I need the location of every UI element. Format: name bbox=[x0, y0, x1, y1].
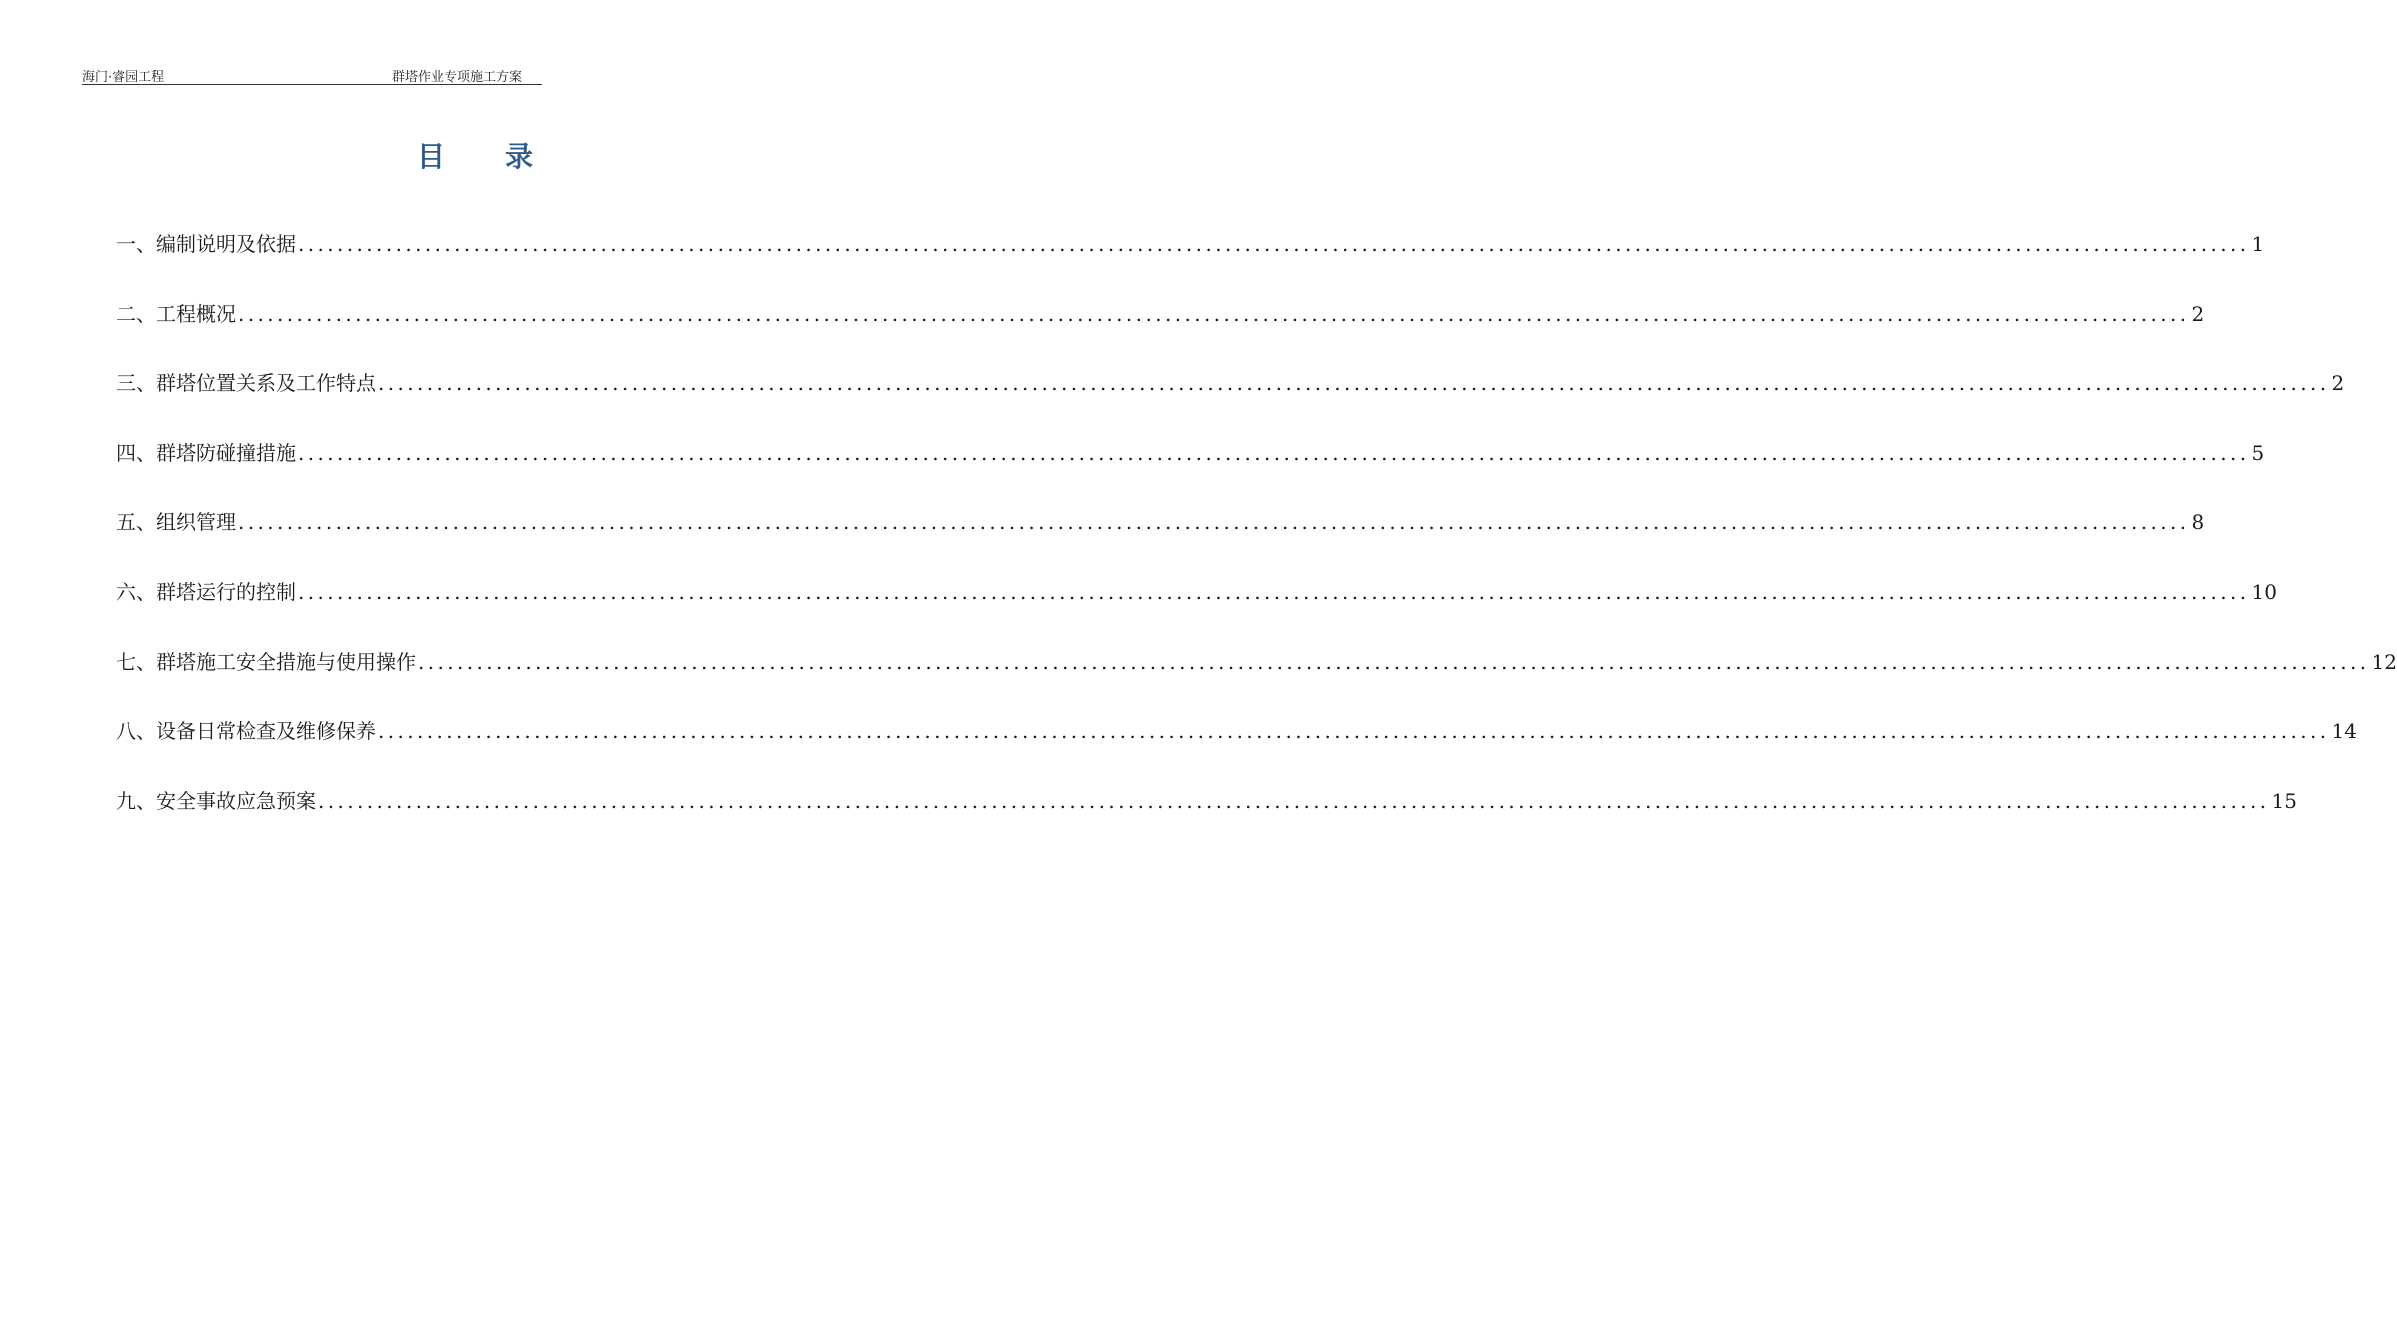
toc-entry[interactable] bbox=[116, 437, 2265, 507]
toc-entry-page: 14 bbox=[2331, 719, 2357, 744]
toc-dot-leader: ........................................................................................................................................................................................................ bbox=[298, 579, 2250, 604]
toc-dot-leader: ........................................................................................................................................................................................................ bbox=[318, 788, 2270, 813]
toc-entry-label: 二、工程概况 bbox=[116, 301, 236, 326]
toc-entry-page: 2 bbox=[2191, 301, 2205, 326]
toc-entry[interactable] bbox=[116, 715, 2357, 785]
toc-entry-page: 8 bbox=[2191, 510, 2205, 535]
toc-entry-label: 五、组织管理 bbox=[116, 510, 236, 535]
toc-entry-page: 10 bbox=[2251, 579, 2277, 604]
toc-title-char-2: 录 bbox=[505, 140, 534, 173]
toc-entry[interactable] bbox=[116, 785, 2297, 855]
header-project-name: 海门·睿园工程 bbox=[82, 70, 165, 85]
toc-entry-page: 5 bbox=[2251, 440, 2265, 465]
table-of-contents bbox=[116, 228, 2397, 854]
toc-dot-leader: ........................................................................................................................................................................................................ bbox=[238, 301, 2190, 326]
toc-entry-label: 三、群塔位置关系及工作特点 bbox=[116, 371, 376, 396]
toc-dot-leader: ........................................................................................................................................................................................................ bbox=[298, 232, 2250, 256]
toc-entry-page: 12 bbox=[2371, 649, 2397, 674]
toc-dot-leader: ........................................................................................................................................................................................................ bbox=[238, 510, 2190, 535]
toc-entry-label: 一、编制说明及依据 bbox=[116, 232, 296, 256]
toc-dot-leader: ........................................................................................................................................................................................................ bbox=[378, 371, 2330, 396]
toc-entry[interactable] bbox=[116, 367, 2345, 437]
toc-entry-label: 八、设备日常检查及维修保养 bbox=[116, 719, 376, 744]
toc-title bbox=[0, 135, 950, 175]
toc-entry[interactable] bbox=[116, 228, 2265, 298]
toc-dot-leader: ........................................................................................................................................................................................................ bbox=[298, 440, 2250, 465]
page-header bbox=[82, 64, 542, 85]
toc-dot-leader: ........................................................................................................................................................................................................ bbox=[378, 719, 2330, 744]
toc-entry[interactable] bbox=[116, 506, 2205, 576]
toc-entry-page: 2 bbox=[2331, 371, 2345, 396]
toc-entry[interactable] bbox=[116, 646, 2397, 716]
toc-entry-page: 15 bbox=[2271, 788, 2297, 813]
toc-title-char-1: 目 bbox=[416, 140, 445, 173]
toc-entry[interactable] bbox=[116, 576, 2277, 646]
toc-entry-label: 七、群塔施工安全措施与使用操作 bbox=[116, 649, 416, 674]
toc-entry-page: 1 bbox=[2251, 232, 2265, 256]
toc-entry-label: 六、群塔运行的控制 bbox=[116, 579, 296, 604]
toc-entry[interactable] bbox=[116, 298, 2205, 368]
toc-entry-label: 九、安全事故应急预案 bbox=[116, 788, 316, 813]
toc-entry-label: 四、群塔防碰撞措施 bbox=[116, 440, 296, 465]
header-document-title: 群塔作业专项施工方案 bbox=[392, 70, 523, 85]
toc-dot-leader: ........................................................................................................................................................................................................ bbox=[418, 649, 2370, 674]
